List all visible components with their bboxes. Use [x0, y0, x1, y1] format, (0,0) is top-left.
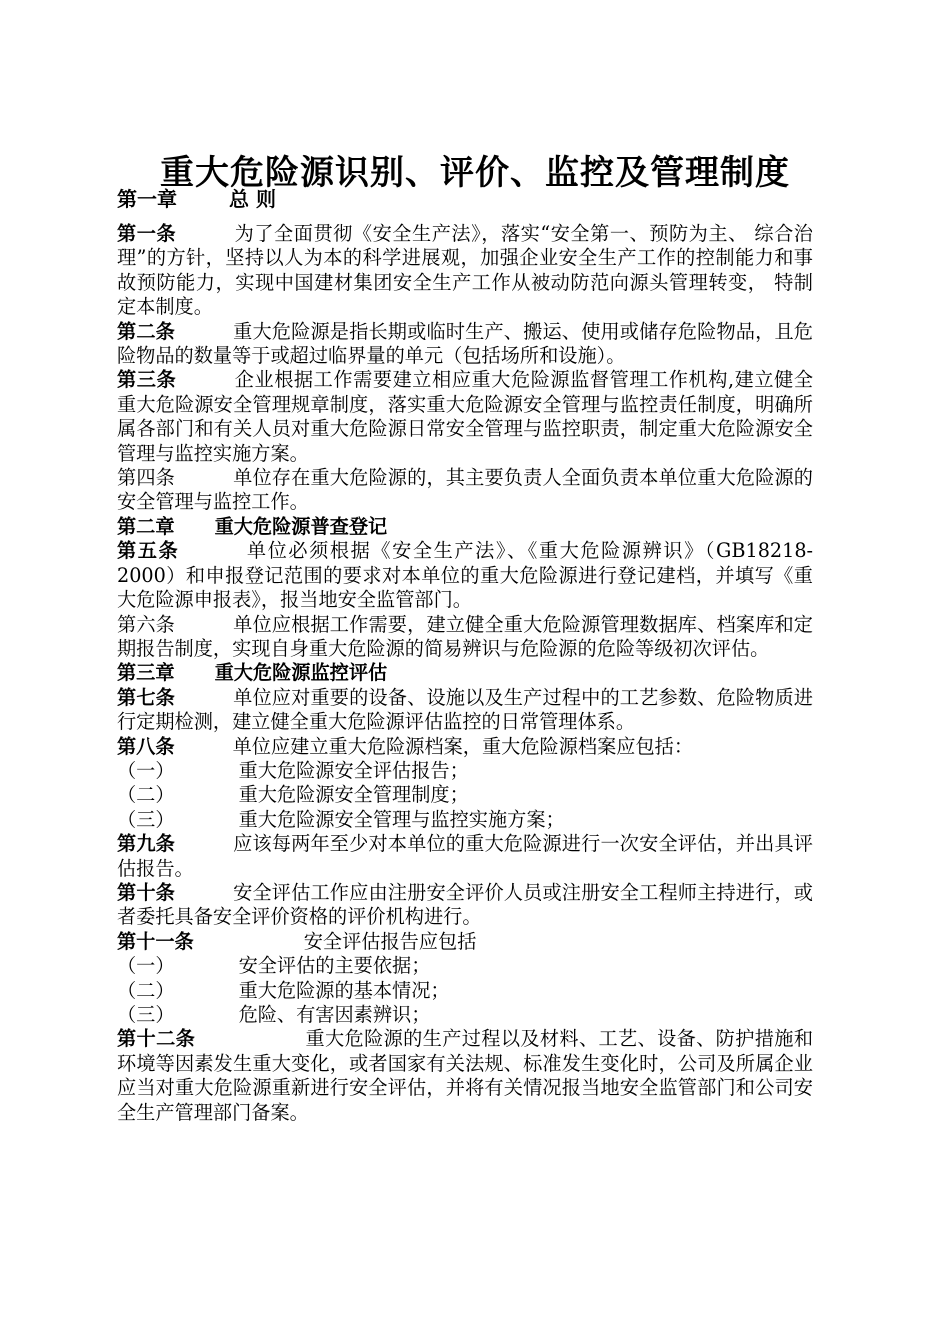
chapter-1-label: 第一章 — [117, 187, 177, 211]
document-title: 重大危险源识别、评价、监控及管理制度 — [160, 152, 790, 193]
list-item-number: （一） — [117, 758, 175, 782]
article-12-label: 第十二条 — [117, 1027, 196, 1051]
article-11 — [117, 930, 813, 954]
article-4 — [117, 466, 813, 515]
article-11-label: 第十一条 — [117, 929, 194, 953]
article-7-label: 第七条 — [117, 685, 175, 709]
list-item-number: （一） — [117, 954, 175, 978]
article-7-text: 单位应对重要的设备、设施以及生产过程中的工艺参数、危险物质进行定期检测，建立健全重大危险源评估监控的日常管理体系。 — [117, 685, 813, 734]
list-item — [117, 954, 813, 978]
article-2-label: 第二条 — [117, 319, 175, 343]
article-10-text: 安全评估工作应由注册安全评价人员或注册安全工程师主持进行，或者委托具备安全评价资格的评价机构进行。 — [117, 880, 813, 929]
article-12 — [117, 1027, 813, 1125]
list-item-text: 安全评估的主要依据； — [238, 954, 431, 978]
article-1-label: 第一条 — [117, 222, 177, 245]
list-item-number: （三） — [117, 1003, 175, 1026]
article-4-text: 单位存在重大危险源的，其主要负责人全面负责本单位重大危险源的安全管理与监控工作。 — [117, 466, 813, 514]
chapter-3-name: 重大危险源监控评估 — [214, 661, 388, 685]
article-1-text: 为了全面贯彻《安全生产法》，落实“安全第一、预防为主、 综合治理”的方针，坚持以人为本的科学进展观，加强企业安全生产工作的控制能力和事故预防能力，实现中国建材集团安全生产工作从被动防范向源头管理转变， 特制定本制度。 — [117, 222, 813, 319]
article-10 — [117, 881, 813, 930]
article-8 — [117, 735, 813, 759]
list-item-text: 重大危险源安全管理与监控实施方案； — [238, 807, 565, 831]
chapter-3-heading — [117, 661, 813, 685]
article-6-label: 第六条 — [117, 612, 175, 636]
article-5-text: 单位必须根据《安全生产法》、《重大危险源辨识》（GB18218-2000）和申报登记范围的要求对本单位的重大危险源进行登记建档，并填写《重大危险源申报表》，报当地安全监管部门。 — [117, 539, 814, 612]
article-3-text: 企业根据工作需要建立相应重大危险源监督管理工作机构,建立健全重大危险源安全管理规章制度，落实重大危险源安全管理与监控责任制度，明确所属各部门和有关人员对重大危险源日常安全管理与监控职责，制定重大危险源安全管理与监控实施方案。 — [117, 368, 814, 465]
chapter-2-name: 重大危险源普查登记 — [214, 514, 388, 538]
list-item-text: 重大危险源的基本情况； — [238, 978, 450, 1002]
chapter-1-heading — [117, 184, 813, 214]
article-2 — [117, 320, 813, 369]
list-item — [117, 808, 813, 832]
article-5 — [117, 539, 813, 612]
article-4-label: 第四条 — [117, 466, 175, 490]
article-6 — [117, 613, 813, 662]
article-3-label: 第三条 — [117, 368, 177, 392]
article-10-label: 第十条 — [117, 880, 175, 904]
chapter-1-name: 总 则 — [229, 187, 276, 211]
list-item — [117, 979, 813, 1003]
article-9 — [117, 832, 813, 881]
article-9-label: 第九条 — [117, 832, 175, 856]
article-7 — [117, 686, 813, 735]
article-12-text: 重大危险源的生产过程以及材料、工艺、设备、防护措施和环境等因素发生重大变化，或者国家有关法规、标准发生变化时，公司及所属企业应当对重大危险源重新进行安全评估，并将有关情况报当地安全监管部门和公司安全生产管理部门备案。 — [117, 1027, 814, 1124]
article-1 — [117, 222, 813, 320]
document-body — [117, 184, 813, 1125]
article-3 — [117, 368, 813, 466]
list-item-number: （二） — [117, 783, 175, 807]
list-item — [117, 783, 813, 807]
list-item — [117, 1003, 813, 1027]
list-item-text: 重大危险源安全评估报告； — [238, 758, 469, 782]
chapter-3-label: 第三章 — [117, 661, 175, 685]
article-11-text: 安全评估报告应包括 — [303, 929, 477, 953]
article-5-label: 第五条 — [117, 539, 180, 563]
list-item-number: （二） — [117, 978, 175, 1002]
list-item-number: （三） — [117, 807, 175, 831]
list-item-text: 危险、有害因素辨识； — [238, 1003, 431, 1026]
chapter-2-label: 第二章 — [117, 514, 175, 538]
chapter-2-heading — [117, 515, 813, 539]
article-8-label: 第八条 — [117, 734, 175, 758]
list-item — [117, 759, 813, 783]
article-9-text: 应该每两年至少对本单位的重大危险源进行一次安全评估，并出具评估报告。 — [117, 832, 813, 880]
list-item-text: 重大危险源安全管理制度； — [238, 783, 469, 807]
article-8-text: 单位应建立重大危险源档案，重大危险源档案应包括： — [232, 734, 694, 758]
article-6-text: 单位应根据工作需要，建立健全重大危险源管理数据库、档案库和定期报告制度，实现自身重大危险源的简易辨识与危险源的危险等级初次评估。 — [117, 612, 813, 660]
article-2-text: 重大危险源是指长期或临时生产、搬运、使用或储存危险物品，且危险物品的数量等于或超过临界量的单元（包括场所和设施）。 — [117, 319, 813, 368]
